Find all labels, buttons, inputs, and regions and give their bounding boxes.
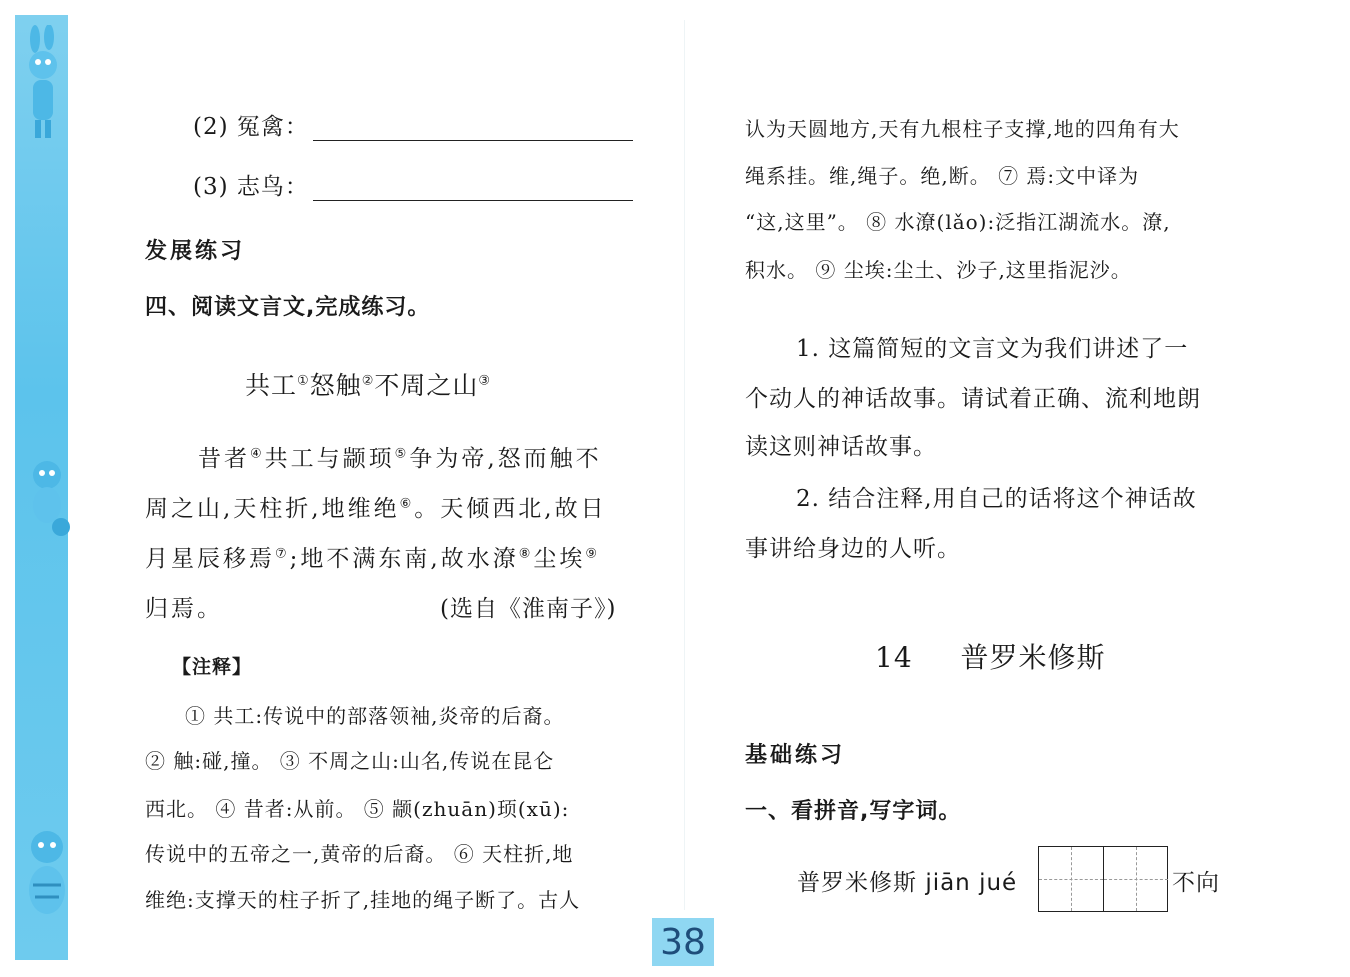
note-cont-line-4: 积水。 ⑨ 尘埃:尘土、沙子,这里指泥沙。 <box>745 258 1132 282</box>
exercise-2-line-2: 事讲给身边的人听。 <box>745 536 961 562</box>
grid-cell-1[interactable] <box>1039 847 1103 911</box>
poem-title: 共工①怒触②不周之山③ <box>245 371 492 400</box>
note-line-2: ② 触:碰,撞。 ③ 不周之山:山名,传说在昆仑 <box>145 749 555 773</box>
lesson-title: 普罗米修斯 <box>960 641 1106 674</box>
passage-line-4: 归焉。 <box>145 596 223 622</box>
notes-label: 【注释】 <box>172 656 253 678</box>
writing-grid-box[interactable] <box>1038 846 1168 912</box>
exercise-1-line-2: 个动人的神话故事。请试着正确、流利地朗 <box>745 386 1201 412</box>
lesson-heading <box>875 636 1105 676</box>
grid-cell-2[interactable] <box>1103 847 1168 911</box>
pinyin-prompt: 普罗米修斯 jiān jué <box>797 870 1018 896</box>
note-line-5: 维绝:支撑天的柱子折了,挂地的绳子断了。古人 <box>145 888 581 912</box>
exercise-1-line-3: 读这则神话故事。 <box>745 434 937 460</box>
rabbit-mascot-icon <box>23 25 63 145</box>
exercise-1-line-1: 1. 这篇简短的文言文为我们讲述了一 <box>796 336 1189 362</box>
section-heading-basic: 基础练习 <box>745 743 846 768</box>
note-cont-line-3: “这,这里”。 ⑧ 水潦(lǎo):泛指江湖流水。潦, <box>745 210 1171 234</box>
question-3 <box>193 168 633 201</box>
exercise-2-line-1: 2. 结合注释,用自己的话将这个神话故 <box>796 486 1197 512</box>
passage-line-2: 周之山,天柱折,地维绝⑥。天倾西北,故日 <box>145 496 607 522</box>
question-2 <box>193 108 633 141</box>
note-line-1: ① 共工:传说中的部落领袖,炎帝的后裔。 <box>185 704 565 728</box>
note-line-4: 传说中的五帝之一,黄帝的后裔。 ⑥ 天柱折,地 <box>145 842 574 866</box>
raccoon-mascot-icon <box>23 455 71 545</box>
passage-source: (选自《淮南子》) <box>440 596 617 622</box>
question-2-label: (2) 冤禽： <box>193 114 309 140</box>
page-number: 38 <box>652 918 714 966</box>
question-3-label: (3) 志鸟： <box>193 174 309 200</box>
answer-blank-2[interactable] <box>313 118 633 141</box>
answer-blank-3[interactable] <box>313 178 633 201</box>
passage-line-1: 昔者④共工与颛顼⑤争为帝,怒而触不 <box>198 446 602 472</box>
exercise-four-instruction: 四、阅读文言文,完成练习。 <box>145 295 431 320</box>
passage-line-3: 月星辰移焉⑦;地不满东南,故水潦⑧尘埃⑨ <box>145 546 601 572</box>
note-cont-line-1: 认为天圆地方,天有九根柱子支撑,地的四角有大 <box>745 117 1180 141</box>
exercise-one-instruction: 一、看拼音,写字词。 <box>745 799 962 824</box>
note-cont-line-2: 绳系挂。维,绳子。绝,断。 ⑦ 焉:文中译为 <box>745 164 1140 188</box>
tiger-mascot-icon <box>23 825 71 935</box>
lesson-number: 14 <box>875 641 913 674</box>
note-line-3: 西北。 ④ 昔者:从前。 ⑤ 颛(zhuān)顼(xū): <box>145 797 570 821</box>
section-heading-development: 发展练习 <box>145 239 246 264</box>
pinyin-suffix: 不向 <box>1172 870 1220 896</box>
page-gutter <box>684 20 685 910</box>
pinyin-text: jiān jué <box>925 870 1018 896</box>
decorative-side-strip <box>15 15 68 960</box>
